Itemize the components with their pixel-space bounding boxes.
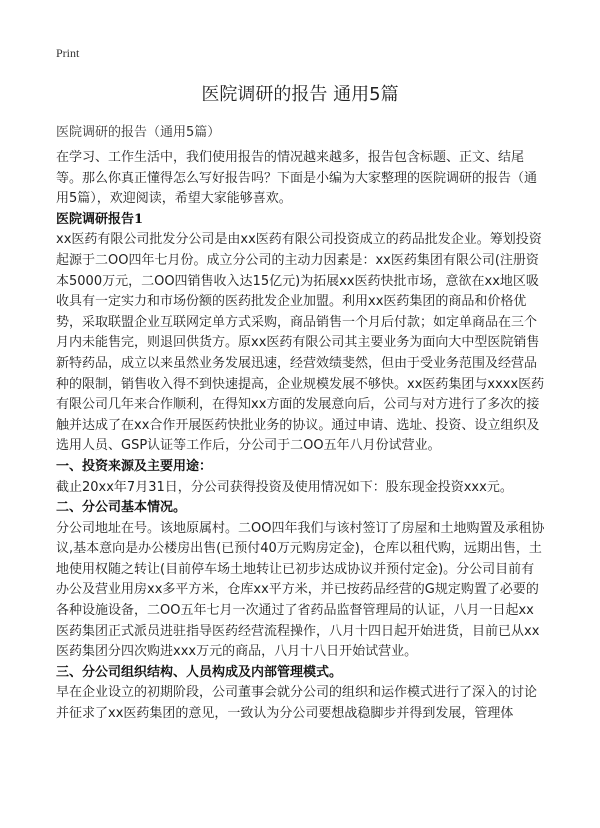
print-link[interactable]: Print: [56, 46, 80, 60]
section-heading-organization: 三、分公司组织结构、人员构成及内部管理模式。: [56, 664, 343, 680]
section-paragraph-investment: 截止20xx年7月31日，分公司获得投资及使用情况如下：股东现金投资xxx元。: [56, 479, 513, 495]
report-heading: 医院调研报告1: [56, 211, 144, 227]
report-paragraph: xx医药有限公司批发分公司是由xx医药有限公司投资成立的药品批发企业。筹划投资起源于二OO四年七月份。成立分公司的主动力因素是：xx医药集团有限公司(注册资本5000万元，二OO四销售收入达15亿元)为拓展xx医药快批市场，意欲在xx地区吸收具有一定实力和市场份额的医药批发企业加盟。利用xx医药集团的商品和价格优势，采取联盟企业互联网定单方式采购，商品销售一个月后付款；如定单商品在三个月内未能售完，则退回供货方。原xx医药有限公司其主要业务为面向大中型医院销售新特药品，成立以来虽然业务发展迅速，经营效绩斐然，但由于受业务范围及经营品种的限制，销售收入得不到快速提高，企业规模发展不够快。xx医药集团与xxxx医药有限公司几年来合作顺利，在得知xx方面的发展意向后，公司与对方进行了多次的接触并达成了在xx合作开展医药快批业务的协议。通过申请、选址、投资、设立组织及选用人员、GSP认证等工作后，分公司于二OO五年八月份试营业。: [56, 232, 545, 454]
page-title: 医院调研的报告 通用5篇: [201, 84, 399, 105]
section-heading-investment: 一、投资来源及主要用途：: [56, 458, 213, 474]
section-paragraph-organization: 早在企业设立的初期阶段，公司董事会就分公司的组织和运作模式进行了深入的讨论并征求了xx医药集团的意见，一致认为分公司要想战稳脚步并得到发展，管理体: [56, 685, 538, 722]
document-subtitle: 医院调研的报告（通用5篇）: [56, 125, 221, 140]
section-heading-basic-info: 二、分公司基本情况。: [56, 500, 187, 516]
document-body: [56, 148, 546, 725]
section-paragraph-basic-info: 分公司地址在号。该地原属村。二OO四年我们与该村签订了房屋和土地购置及承租协议,基本意向是办公楼房出售(已预付40万元购房定金)，仓库以租代购，远期出售，土地使用权随之转让(目前停车场土地转让已初步达成协议并预付定金)。分公司目前有办公及营业用房xx多平方米，仓库xx平方米，并已按药品经营的G规定购置了必要的各种设施设备，二OO五年七月一次通过了省药品监督管理局的认证，八月一日起xx医药集团正式派员进驻指导医药经营流程操作，八月十四日起开始进货，目前已从xx医药集团分四次购进xxx万元的商品，八月十八日开始试营业。: [56, 520, 545, 660]
intro-paragraph: 在学习、工作生活中，我们使用报告的情况越来越多，报告包含标题、正文、结尾等。那么你真正懂得怎么写好报告吗？下面是小编为大家整理的医院调研的报告（通用5篇），欢迎阅读，希望大家能够喜欢。: [56, 150, 538, 207]
